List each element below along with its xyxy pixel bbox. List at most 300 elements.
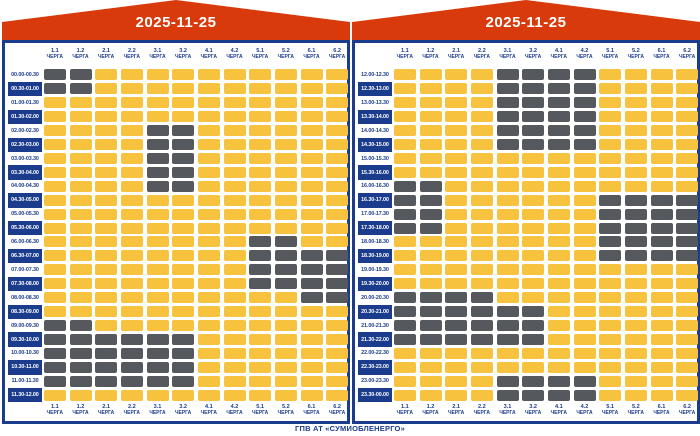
schedule-cell [574,250,596,261]
schedule-cell [198,264,220,275]
schedule-cell [445,69,467,80]
schedule-cell [420,306,442,317]
schedule-cell [95,139,117,150]
schedule-cell [445,181,467,192]
queue-header-3-1 [494,46,522,68]
schedule-cell [497,348,519,359]
schedule-grid [358,46,700,424]
schedule-cell [676,181,698,192]
schedule-cell [301,125,323,136]
schedule-cell [326,125,348,136]
schedule-cell [599,139,621,150]
schedule-cell [121,236,143,247]
schedule-cell [95,97,117,108]
schedule-cell [172,390,194,401]
schedule-cell [574,83,596,94]
queue-label: ЧЕРГА [499,409,516,416]
schedule-cell [676,111,698,122]
schedule-cell [394,209,416,220]
queue-label: ЧЕРГА [576,53,593,60]
schedule-cell [625,125,647,136]
schedule-cell [198,362,220,373]
schedule-cell [249,362,271,373]
schedule-cell [326,334,348,345]
schedule-cell [497,167,519,178]
schedule-cell [599,348,621,359]
schedule-cell [625,292,647,303]
schedule-cell [44,306,66,317]
queue-header-1-2 [67,46,95,68]
schedule-cell [625,209,647,220]
queue-header-5-2 [622,402,650,424]
schedule-cell [445,334,467,345]
queue-label: ЧЕРГА [226,409,243,416]
time-slot-label: 15.30-16.00 [358,165,392,179]
schedule-cell [275,139,297,150]
queue-number: 6.2 [683,404,692,410]
time-slot-label: 03.00-03.30 [11,155,39,162]
time-slot-label: 01.00-01.30 [11,99,39,106]
queue-header-1-2 [417,402,445,424]
schedule-cell [651,83,673,94]
queue-header-5-1 [596,46,624,68]
queue-number: 2.1 [102,48,111,54]
schedule-cell [420,292,442,303]
time-slot-label: 03.30-04.00 [8,165,42,179]
schedule-cell [445,306,467,317]
queue-number: 4.2 [230,404,239,410]
schedule-cell [420,334,442,345]
schedule-cell [651,97,673,108]
schedule-cell [676,209,698,220]
schedule-cell [676,278,698,289]
time-slot-label: 00.00-00.30 [11,72,39,79]
schedule-cell [676,348,698,359]
queue-header-row-top [42,46,350,68]
schedule-cell [497,195,519,206]
schedule-cell [394,390,416,401]
schedule-cell [522,292,544,303]
time-slot-label: 14.00-14.30 [361,127,389,134]
schedule-cell [147,167,169,178]
schedule-cell [651,320,673,331]
schedule-cell [548,139,570,150]
time-slot-label: 11.00-11.30 [11,378,39,385]
schedule-cell [625,181,647,192]
schedule-cell [95,292,117,303]
schedule-cell [224,348,246,359]
schedule-cell [420,181,442,192]
schedule-cell [522,181,544,192]
schedule-cell [651,181,673,192]
schedule-cell [574,125,596,136]
schedule-cell [599,250,621,261]
schedule-cell [172,292,194,303]
queue-number: 4.2 [580,404,589,410]
schedule-cell [625,83,647,94]
schedule-cell [548,195,570,206]
schedule-cell [147,139,169,150]
schedule-cell [676,292,698,303]
time-slot-label: 20.00-20.30 [361,294,389,301]
schedule-cell [445,292,467,303]
schedule-cell [70,320,92,331]
schedule-cell [172,83,194,94]
schedule-cell [172,362,194,373]
schedule-cell [574,181,596,192]
schedule-cell [147,278,169,289]
schedule-cell [172,195,194,206]
schedule-cell [95,125,117,136]
schedule-cell [301,97,323,108]
schedule-cell [121,223,143,234]
queue-label: ЧЕРГА [473,53,490,60]
schedule-cell [420,209,442,220]
schedule-cell [301,195,323,206]
schedule-cell [445,390,467,401]
schedule-cell [394,236,416,247]
schedule-cell [44,334,66,345]
schedule-cell [497,97,519,108]
schedule-cell [471,320,493,331]
schedule-cell [301,334,323,345]
schedule-cell [326,250,348,261]
schedule-cell [574,236,596,247]
schedule-cell [121,153,143,164]
schedule-cell [275,111,297,122]
schedule-cell [497,111,519,122]
schedule-cell [224,236,246,247]
queue-header-2-1 [442,402,470,424]
schedule-cell [326,111,348,122]
schedule-cell [599,97,621,108]
schedule-cell [70,362,92,373]
queue-number: 6.1 [657,48,666,54]
schedule-cell [44,223,66,234]
schedule-cell [574,362,596,373]
panel-title: 2025-11-25 [485,14,567,31]
schedule-cell [249,334,271,345]
schedule-cell [95,223,117,234]
schedule-cell [445,250,467,261]
queue-label: ЧЕРГА [678,409,696,416]
schedule-cell [445,320,467,331]
schedule-cell [522,111,544,122]
schedule-cell [574,376,596,387]
schedule-cell [445,139,467,150]
schedule-cell [249,69,271,80]
queue-number: 4.1 [554,48,563,54]
schedule-cell [121,334,143,345]
schedule-cell [548,348,570,359]
queue-header-2-2 [468,402,496,424]
queue-header-6-2 [673,402,700,424]
queue-header-6-1 [648,46,676,68]
schedule-cell [676,167,698,178]
schedule-cell [625,69,647,80]
schedule-cell [275,264,297,275]
schedule-cell [147,181,169,192]
schedule-cell [522,223,544,234]
schedule-cell [301,306,323,317]
schedule-cell [44,264,66,275]
schedule-cell [224,167,246,178]
schedule-cell [95,320,117,331]
schedule-cell [445,97,467,108]
schedule-cell [172,181,194,192]
schedule-cell [445,195,467,206]
schedule-cell [95,69,117,80]
schedule-cell [394,334,416,345]
schedule-cell [625,250,647,261]
schedule-cell [599,376,621,387]
queue-header-row-top [392,46,700,68]
schedule-cell [198,348,220,359]
schedule-cell [497,223,519,234]
schedule-cell [147,83,169,94]
schedule-cell [147,236,169,247]
schedule-cell [522,195,544,206]
schedule-cell [599,334,621,345]
schedule-cell [522,97,544,108]
schedule-cell [44,250,66,261]
schedule-cell [326,348,348,359]
schedule-cell [445,83,467,94]
schedule-cell [471,111,493,122]
schedule-cell [420,264,442,275]
schedule-cell [548,236,570,247]
schedule-cell [420,167,442,178]
queue-header-6-1 [648,402,676,424]
time-column [358,46,392,424]
schedule-cell [95,250,117,261]
schedule-cell [224,69,246,80]
schedule-cell [198,306,220,317]
schedule-cell [420,139,442,150]
schedule-cell [301,69,323,80]
schedule-cell [198,209,220,220]
schedule-cell [275,292,297,303]
schedule-cell [522,348,544,359]
schedule-cell [625,264,647,275]
schedule-cell [326,362,348,373]
schedule-cell [445,153,467,164]
queue-header-2-1 [442,46,470,68]
schedule-cell [676,362,698,373]
time-slot-label: 12.30-13.00 [358,82,392,96]
schedule-cell [121,195,143,206]
schedule-cell [326,69,348,80]
schedule-cell [95,167,117,178]
schedule-cell [651,111,673,122]
schedule-cell [625,97,647,108]
schedule-cell [599,320,621,331]
schedule-cell [522,306,544,317]
time-slot-label: 07.00-07.30 [11,266,39,273]
queue-number: 4.1 [554,404,563,410]
time-slot-label: 04.30-05.00 [8,193,42,207]
schedule-cell [445,111,467,122]
schedule-cell [198,167,220,178]
queue-label: ЧЕРГА [97,53,115,60]
queue-header-1-1 [391,46,419,68]
queue-label: ЧЕРГА [46,53,63,60]
schedule-cell [548,292,570,303]
schedule-cell [249,181,271,192]
schedule-cell [548,97,570,108]
schedule-cell [70,97,92,108]
queue-label: ЧЕРГА [72,53,89,60]
schedule-cell [445,362,467,373]
queue-header-2-2 [118,402,146,424]
schedule-cell [651,348,673,359]
time-slot-label: 14.30-15.00 [358,138,392,152]
time-slot-label: 19.30-20.00 [358,277,392,291]
schedule-cell [497,264,519,275]
schedule-cell [224,362,246,373]
schedule-cell [497,83,519,94]
schedule-cell [394,348,416,359]
schedule-cell [172,125,194,136]
schedule-cell [676,83,698,94]
schedule-cell [326,181,348,192]
schedule-cell [676,139,698,150]
schedule-cell [471,264,493,275]
schedule-cell [121,97,143,108]
time-slot-label: 16.00-16.30 [361,183,389,190]
queue-number: 1.2 [76,404,85,410]
schedule-cell [44,139,66,150]
schedule-cell [301,153,323,164]
schedule-cell [147,334,169,345]
schedule-cell [651,292,673,303]
queue-number: 3.2 [529,48,538,54]
schedule-cell [198,250,220,261]
schedule-cell [198,278,220,289]
panel-title: 2025-11-25 [135,14,217,31]
schedule-cell [574,97,596,108]
schedule-cell [172,209,194,220]
schedule-cell [301,320,323,331]
schedule-cell [548,278,570,289]
schedule-cell [522,362,544,373]
cell-matrix [42,68,350,402]
queue-header-5-1 [596,402,624,424]
schedule-cell [445,278,467,289]
schedule-cell [301,139,323,150]
schedule-cell [95,376,117,387]
schedule-cell [275,334,297,345]
schedule-cell [676,376,698,387]
schedule-cell [471,236,493,247]
schedule-cell [326,390,348,401]
queue-number: 1.1 [400,48,409,54]
schedule-cell [44,111,66,122]
schedule-cell [172,153,194,164]
schedule-grid [8,46,350,424]
schedule-cell [249,125,271,136]
schedule-cell [522,139,544,150]
schedule-cell [121,139,143,150]
schedule-cell [198,139,220,150]
schedule-cell [625,320,647,331]
queue-number: 2.1 [452,404,461,410]
schedule-cell [548,83,570,94]
queue-header-5-1 [246,402,274,424]
queue-label: ЧЕРГА [174,53,192,60]
queue-header-4-1 [545,402,573,424]
queue-header-6-2 [323,46,351,68]
schedule-cell [651,195,673,206]
time-slot-label: 15.00-15.30 [361,155,389,162]
queue-number: 3.1 [503,404,512,410]
schedule-cell [676,223,698,234]
time-slot-label: 18.30-19.00 [358,249,392,263]
schedule-cell [420,83,442,94]
time-slot-label: 19.00-19.30 [361,266,389,273]
schedule-cell [172,111,194,122]
schedule-cell [394,264,416,275]
schedule-cell [599,167,621,178]
schedule-cell [249,250,271,261]
schedule-cell [198,320,220,331]
schedule-cell [497,278,519,289]
schedule-cell [651,139,673,150]
queue-label: ЧЕРГА [396,409,413,416]
schedule-cell [224,181,246,192]
schedule-cell [275,362,297,373]
schedule-cell [471,125,493,136]
queue-header-3-1 [494,402,522,424]
schedule-cell [548,264,570,275]
schedule-cell [301,348,323,359]
schedule-cell [95,264,117,275]
queue-number: 1.1 [50,404,59,410]
schedule-cell [249,376,271,387]
queue-label: ЧЕРГА [653,53,670,60]
schedule-cell [70,334,92,345]
schedule-cell [95,236,117,247]
schedule-cell [70,153,92,164]
schedule-cell [224,306,246,317]
schedule-cell [172,250,194,261]
schedule-cell [420,125,442,136]
schedule-cell [301,264,323,275]
schedule-cell [625,362,647,373]
queue-label: ЧЕРГА [422,409,439,416]
schedule-cell [121,390,143,401]
time-slot-label: 05.00-05.30 [11,211,39,218]
schedule-cell [394,362,416,373]
schedule-cell [172,167,194,178]
schedule-cell [70,111,92,122]
queue-label: ЧЕРГА [396,53,413,60]
schedule-cell [121,209,143,220]
schedule-cell [599,209,621,220]
schedule-cell [172,334,194,345]
schedule-cell [574,292,596,303]
schedule-cell [70,250,92,261]
queue-header-1-2 [67,402,95,424]
queue-label: ЧЕРГА [226,53,243,60]
schedule-cell [95,334,117,345]
time-slot-label: 12.00-12.30 [361,72,389,79]
schedule-cell [70,264,92,275]
schedule-cell [301,250,323,261]
schedule-cell [301,376,323,387]
schedule-cell [249,83,271,94]
schedule-cell [121,376,143,387]
